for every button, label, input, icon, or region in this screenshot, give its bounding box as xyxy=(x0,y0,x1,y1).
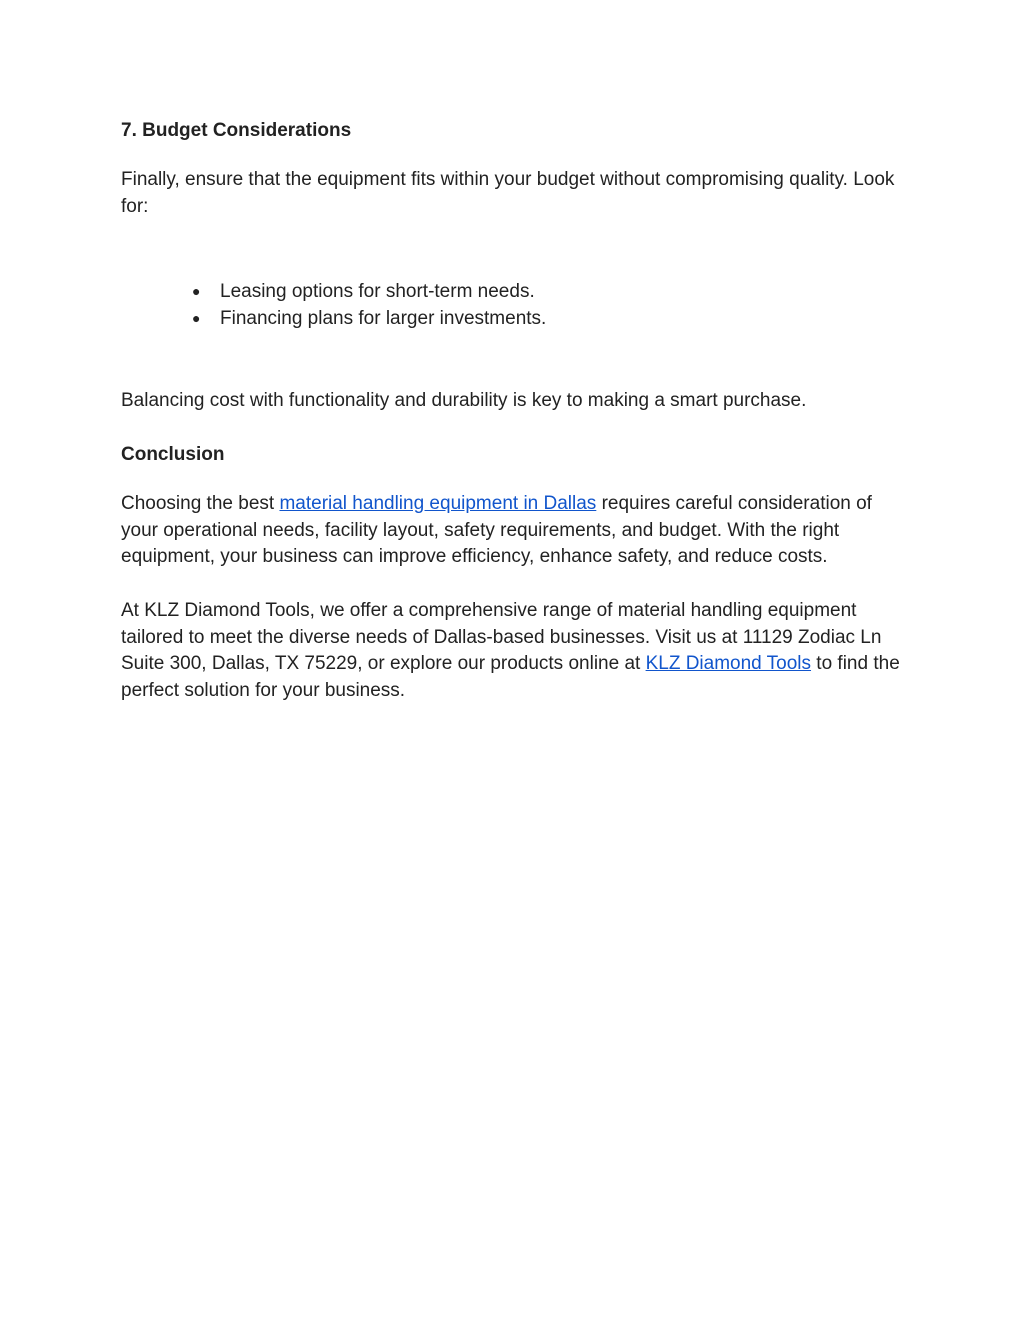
material-handling-link[interactable]: material handling equipment in Dallas xyxy=(279,493,597,514)
conclusion-paragraph-2 xyxy=(121,598,911,704)
list-item-text: Financing plans for larger investments. xyxy=(220,308,547,329)
list-item-text: Leasing options for short-term needs. xyxy=(220,281,535,302)
paragraph-text: Choosing the best xyxy=(121,493,280,514)
conclusion-paragraph-1 xyxy=(121,491,911,571)
list-item xyxy=(121,305,911,332)
paragraph-text: requires careful consideration of your operational needs, facility layout, safety requirements, and budget. With the right equipment, your business can improve efficiency, enhance safety, and reduce costs. xyxy=(121,493,872,567)
bullet-icon: ● xyxy=(192,310,201,326)
budget-closing-paragraph: Balancing cost with functionality and durability is key to making a smart purchase. xyxy=(121,390,807,411)
klz-diamond-tools-link[interactable]: KLZ Diamond Tools xyxy=(645,653,812,674)
budget-options-list xyxy=(121,278,911,332)
paragraph-text: At KLZ Diamond Tools, we offer a comprehensive range of material handling equipment tailored to meet the diverse needs of Dallas-based businesses. Visit us at 11129 Zodiac Ln Suite 300, Dallas, TX 75229, or explore our products online at xyxy=(121,600,882,674)
paragraph-text: to find the perfect solution for your business. xyxy=(121,653,900,701)
section-heading-conclusion: Conclusion xyxy=(121,444,225,465)
section-heading-budget: 7. Budget Considerations xyxy=(121,120,352,141)
bullet-icon: ● xyxy=(192,283,201,299)
budget-intro-paragraph: Finally, ensure that the equipment fits within your budget without compromising quality. Look for: xyxy=(121,169,895,217)
list-item xyxy=(121,278,911,305)
